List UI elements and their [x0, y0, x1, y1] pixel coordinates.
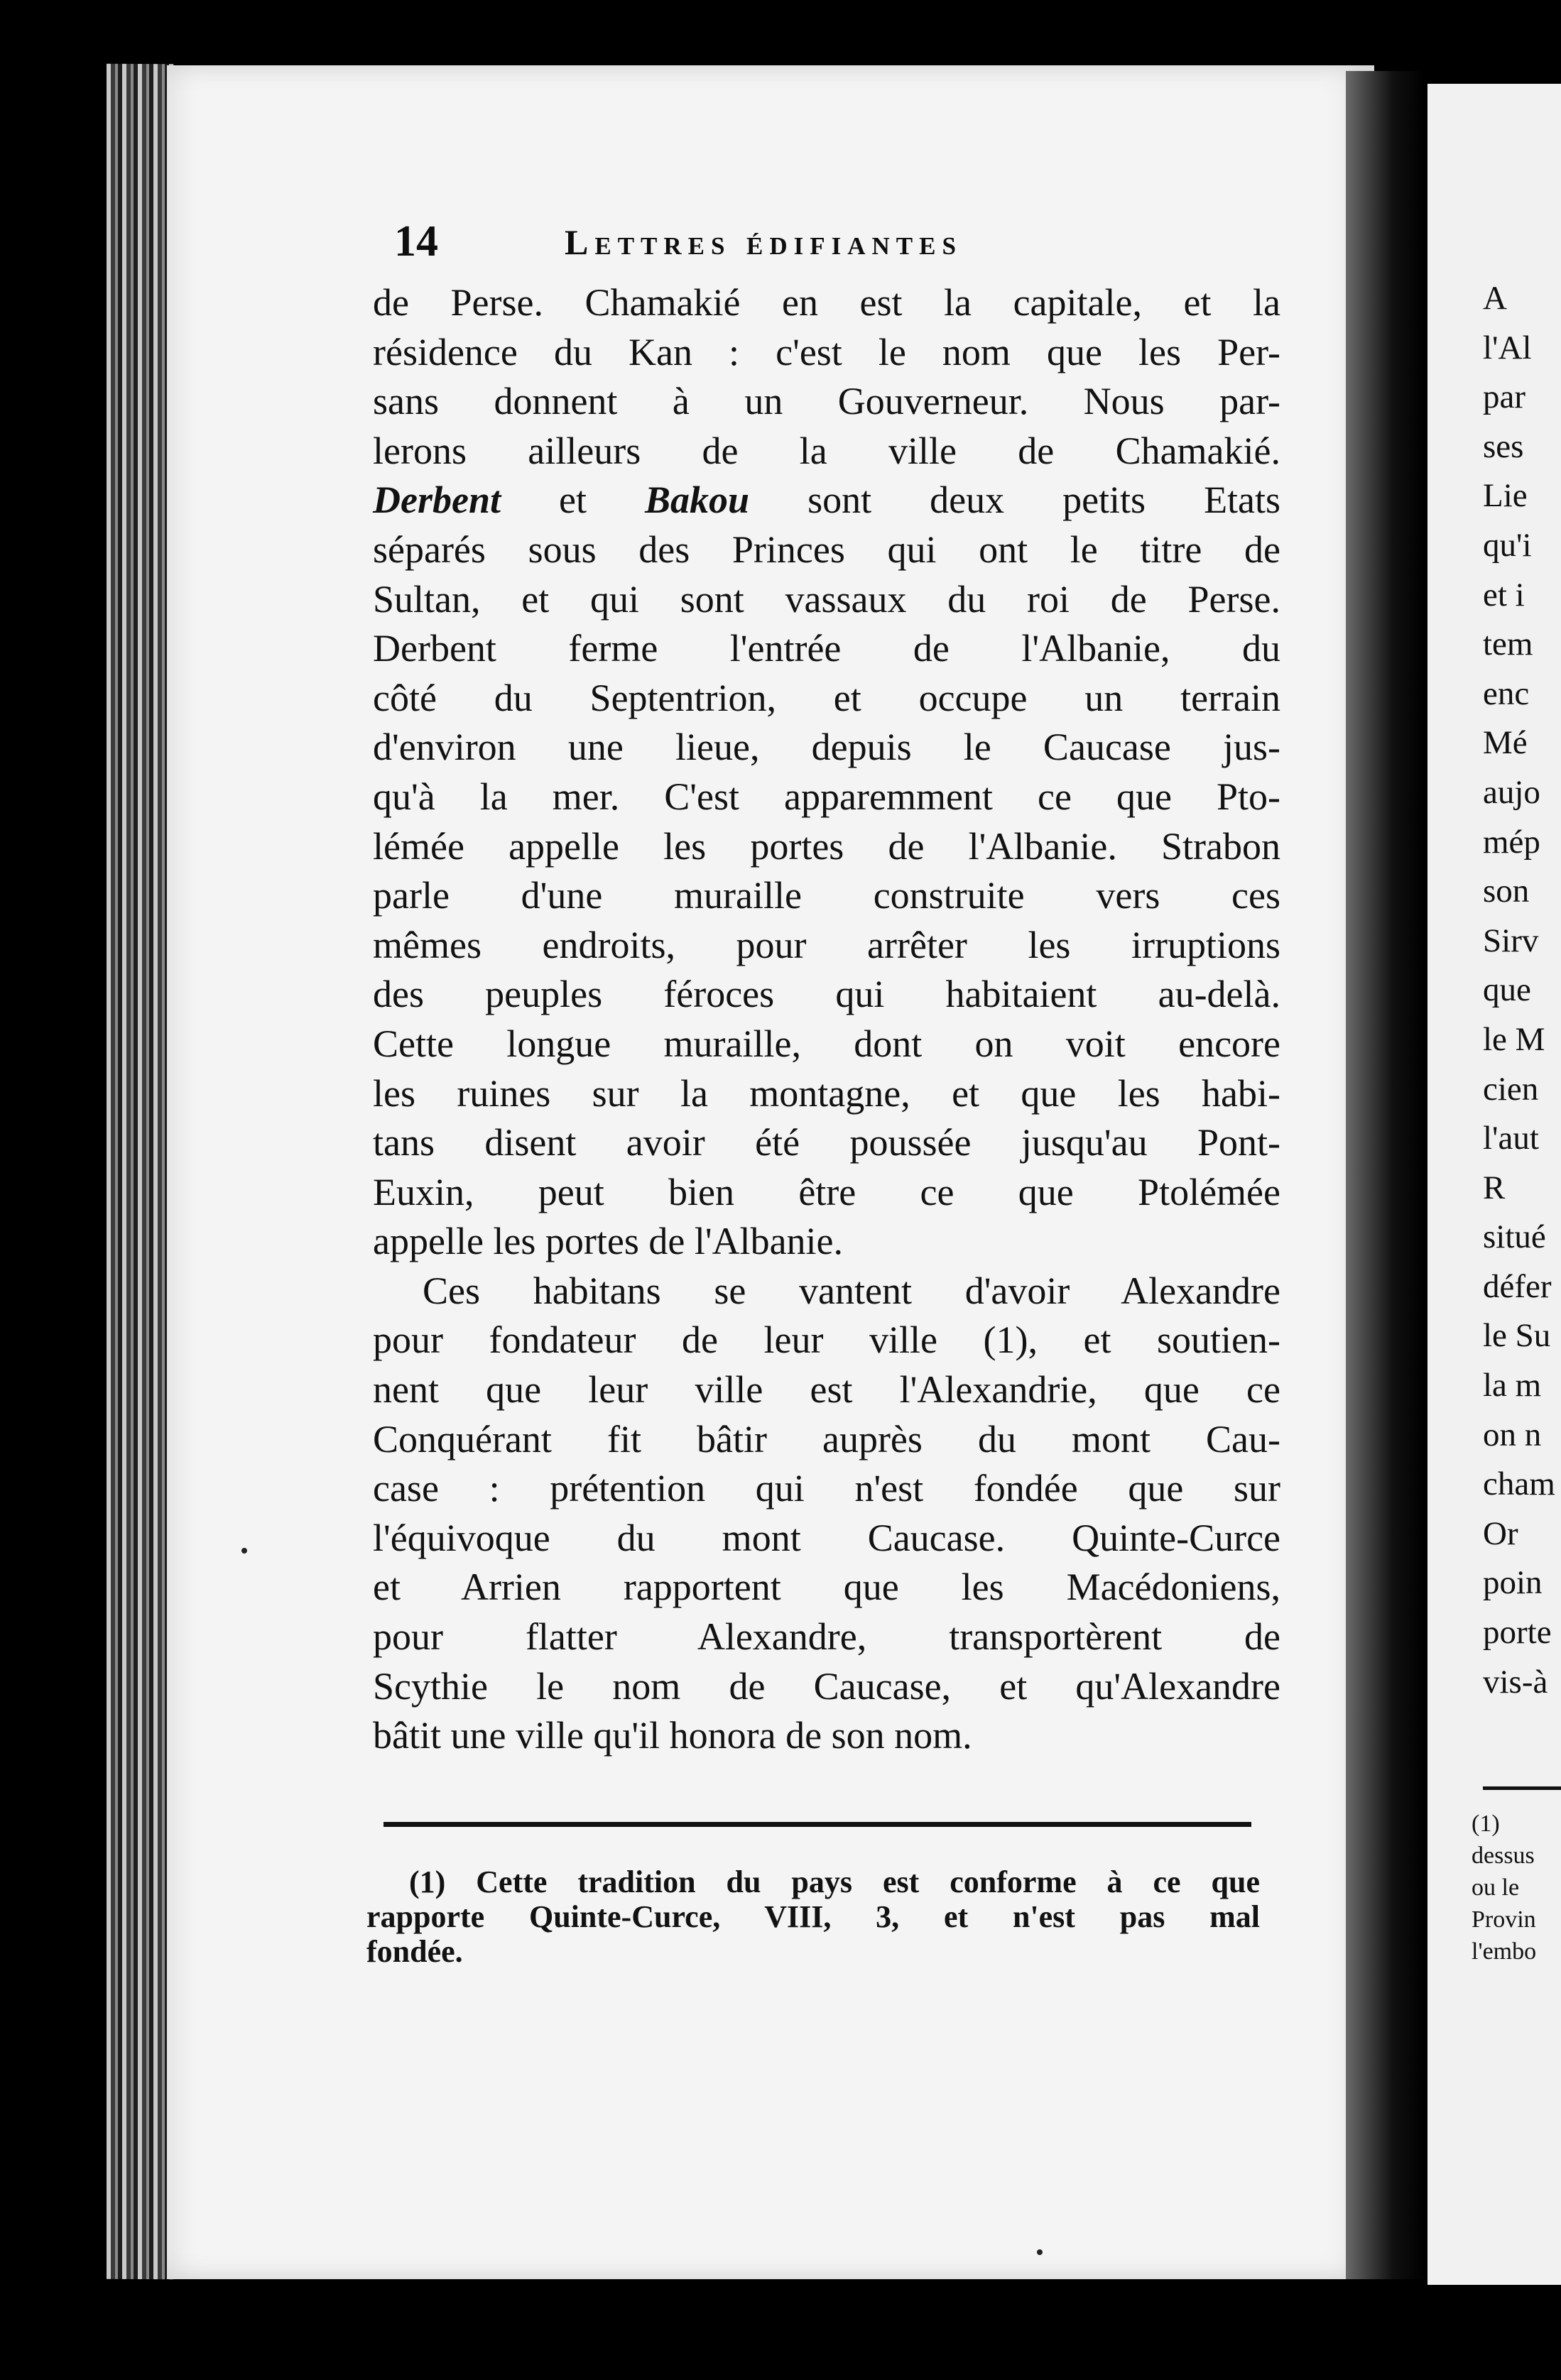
facing-page-line: l'aut: [1483, 1120, 1539, 1157]
text-line: lerons ailleurs de la ville de Chamakié.: [373, 429, 1280, 472]
ink-speck: [241, 1548, 247, 1554]
facing-page-line: que: [1483, 971, 1531, 1009]
facing-page-footnote-line: l'embo: [1472, 1938, 1537, 1965]
facing-page-line: tem: [1483, 626, 1533, 663]
facing-page-line: l'Al: [1483, 329, 1532, 366]
facing-page-line: enc: [1483, 675, 1530, 712]
facing-page-footnote-line: dessus: [1472, 1843, 1535, 1869]
facing-page-line: situé: [1483, 1218, 1546, 1256]
text-line: Scythie le nom de Caucase, et qu'Alexandre: [373, 1664, 1280, 1708]
facing-page-line: cien: [1483, 1070, 1539, 1108]
text-line: sans donnent à un Gouverneur. Nous par-: [373, 380, 1280, 423]
text-line: l'équivoque du mont Caucase. Quinte-Curce: [373, 1516, 1280, 1559]
text-line: les ruines sur la montagne, et que les habi-: [373, 1071, 1280, 1115]
text-line: lémée appelle les portes de l'Albanie. Strabon: [373, 824, 1280, 868]
italic-bakou: Bakou: [645, 479, 750, 522]
text-line: parle d'une muraille construite vers ces: [373, 874, 1280, 917]
facing-page-line: porte: [1483, 1614, 1552, 1652]
page-number: 14: [394, 217, 438, 266]
text-line: case : prétention qui n'est fondée que sur: [373, 1467, 1280, 1510]
facing-page-footnote-line: (1): [1472, 1811, 1500, 1837]
text-line: pour fondateur de leur ville (1), et soutien-: [373, 1319, 1280, 1362]
facing-page-line: la m: [1483, 1367, 1542, 1404]
text-line-rest: sont deux petits Etats: [807, 479, 1281, 522]
facing-page-line: défer: [1483, 1267, 1552, 1305]
facing-page-line: son: [1483, 873, 1530, 910]
text-line: Sultan, et qui sont vassaux du roi de Perse.: [373, 577, 1280, 621]
italic-derbent: Derbent: [373, 479, 501, 522]
text-line: séparés sous des Princes qui ont le titre de: [373, 528, 1280, 571]
text-line: mêmes endroits, pour arrêter les irruptions: [373, 923, 1280, 966]
text-line: Ces habitans se vantent d'avoir Alexandre: [423, 1269, 1280, 1312]
text-line: nent que leur ville est l'Alexandrie, que ce: [373, 1368, 1280, 1412]
text-line-derbent-bakou: [373, 476, 1280, 525]
footnote-line: (1) Cette tradition du pays est conforme à ce que: [409, 1865, 1260, 1899]
text-line: appelle les portes de l'Albanie.: [373, 1220, 844, 1263]
facing-page-footnote-line: Provin: [1472, 1906, 1536, 1933]
footnote-rule: [384, 1822, 1251, 1827]
running-title: Lettres édifiantes: [565, 222, 962, 262]
text-line: bâtit une ville qu'il honora de son nom.: [373, 1714, 972, 1757]
facing-page-line: ses: [1483, 427, 1524, 465]
footnote-line: fondée.: [366, 1934, 463, 1969]
text-line: de Perse. Chamakié en est la capitale, et la: [373, 281, 1280, 324]
text-line: côté du Septentrion, et occupe un terrain: [373, 676, 1280, 719]
and-word: et: [559, 479, 587, 522]
facing-page-footnote-rule: [1483, 1786, 1561, 1790]
facing-page-line: aujo: [1483, 773, 1540, 811]
facing-page-line: Or: [1483, 1514, 1518, 1552]
text-line: Derbent ferme l'entrée de l'Albanie, du: [373, 627, 1280, 670]
text-line: Cette longue muraille, dont on voit encore: [373, 1022, 1280, 1065]
text-line: Euxin, peut bien être ce que Ptolémée: [373, 1170, 1280, 1213]
facing-page-line: mép: [1483, 823, 1540, 861]
footnote-line: rapporte Quinte-Curce, VIII, 3, et n'est pas mal: [366, 1899, 1260, 1934]
facing-page-text: [1483, 274, 1561, 1707]
facing-page-line: Mé: [1483, 724, 1528, 762]
facing-page: [1427, 84, 1561, 2285]
facing-page-line: Lie: [1483, 477, 1528, 515]
facing-page-footnote: [1472, 1808, 1561, 1967]
facing-page-line: A: [1483, 280, 1507, 317]
text-line: des peuples féroces qui habitaient au-delà.: [373, 973, 1280, 1016]
running-head: [394, 213, 1104, 270]
facing-page-line: Sirv: [1483, 922, 1539, 959]
facing-page-line: le Su: [1483, 1317, 1551, 1355]
footnote: [366, 1865, 1260, 1969]
facing-page-line: et i: [1483, 576, 1525, 613]
facing-page-footnote-line: ou le: [1472, 1874, 1520, 1901]
text-line: et Arrien rapportent que les Macédoniens,: [373, 1566, 1280, 1609]
facing-page-line: poin: [1483, 1564, 1543, 1602]
facing-page-line: vis-à: [1483, 1663, 1548, 1701]
text-line: pour flatter Alexandre, transportèrent de: [373, 1615, 1280, 1659]
text-line: tans disent avoir été poussée jusqu'au Pont-: [373, 1121, 1280, 1164]
ink-speck: [1037, 2249, 1043, 2255]
facing-page-line: cham: [1483, 1465, 1555, 1503]
page-gutter-shadow: [1346, 71, 1424, 2279]
body-text: [373, 278, 1280, 1761]
book-spine-edges: [107, 64, 174, 2279]
facing-page-line: par: [1483, 378, 1526, 416]
facing-page-line: R: [1483, 1169, 1506, 1206]
text-line: résidence du Kan : c'est le nom que les Per-: [373, 330, 1280, 373]
facing-page-line: on n: [1483, 1416, 1542, 1453]
facing-page-line: qu'i: [1483, 526, 1532, 564]
text-line: qu'à la mer. C'est apparemment ce que Pto-: [373, 775, 1280, 818]
facing-page-line: le M: [1483, 1020, 1545, 1058]
text-line: d'environ une lieue, depuis le Caucase jus-: [373, 726, 1280, 769]
text-line: Conquérant fit bâtir auprès du mont Cau-: [373, 1417, 1280, 1461]
